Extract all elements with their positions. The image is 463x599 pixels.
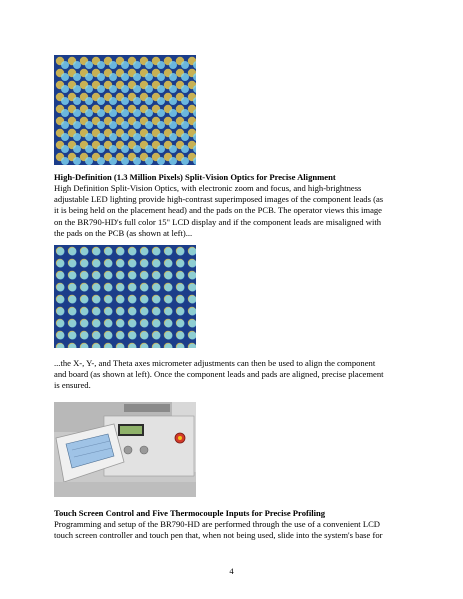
paragraph-line: on the BR790-HD's full color 15" LCD display and if the component leads are misaligned with bbox=[54, 216, 382, 227]
split-vision-image-misaligned bbox=[54, 55, 196, 165]
section-heading-optics: High-Definition (1.3 Million Pixels) Split-Vision Optics for Precise Alignment bbox=[54, 172, 336, 182]
paragraph-line: and board (as shown at left). Once the component leads and pads are aligned, precise placement bbox=[54, 369, 384, 380]
paragraph-line: Programming and setup of the BR790-HD are performed through the use of a convenient LCD bbox=[54, 519, 381, 529]
machine-touch-screen-photo bbox=[54, 402, 196, 497]
section-heading-touch-screen: Touch Screen Control and Five Thermocouple Inputs for Precise Profiling bbox=[54, 508, 326, 518]
paragraph-line: it is being held on the placement head) and the pads on the PCB. The operator views this image bbox=[54, 205, 382, 216]
paragraph-optics bbox=[54, 183, 414, 239]
paragraph-line: High Definition Split-Vision Optics, with electronic zoom and focus, and high-brightness bbox=[54, 183, 362, 193]
paragraph-line: is ensured. bbox=[54, 380, 91, 391]
paragraph-line: ...the X-, Y-, and Theta axes micrometer adjustments can then be used to align the component bbox=[54, 358, 376, 368]
paragraph-touch-screen bbox=[54, 519, 414, 541]
paragraph-line: the pads on the PCB (as shown at left)... bbox=[54, 227, 193, 238]
page-number: 4 bbox=[229, 566, 234, 576]
paragraph-alignment bbox=[54, 358, 414, 392]
paragraph-line: adjustable LED lighting provide high-contrast superimposed images of the component leads (as bbox=[54, 194, 384, 205]
paragraph-line: touch screen controller and touch pen that, when not being used, slide into the system's base for bbox=[54, 530, 383, 541]
split-vision-image-aligned bbox=[54, 245, 196, 348]
